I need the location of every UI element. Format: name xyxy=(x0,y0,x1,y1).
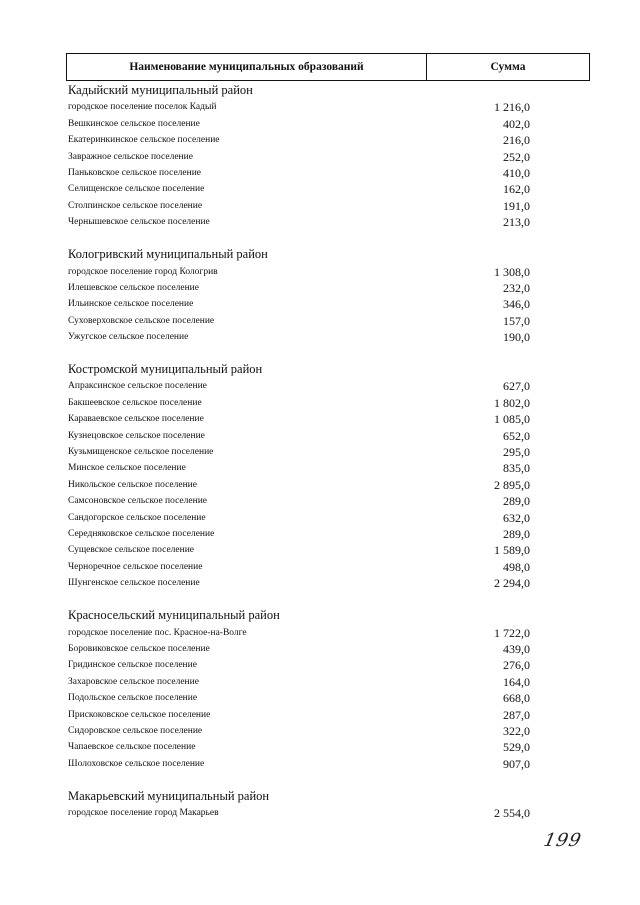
settlement-name: Шолоховское сельское поселение xyxy=(68,758,205,769)
settlement-amount: 1 589,0 xyxy=(494,543,530,558)
table-row xyxy=(68,640,548,656)
settlement-amount: 1 085,0 xyxy=(494,412,530,427)
settlement-name: Паньковское сельское поселение xyxy=(68,167,202,178)
settlement-amount: 402,0 xyxy=(503,116,530,131)
settlement-name: Никольское сельское поселение xyxy=(68,479,197,490)
table-row xyxy=(68,804,548,820)
table-row xyxy=(68,426,548,442)
settlement-name: городское поселение город Макарьев xyxy=(68,808,219,819)
table-row xyxy=(68,557,548,573)
table-row xyxy=(68,295,548,311)
settlement-name: Прискоковское сельское поселение xyxy=(68,709,211,720)
settlement-name: городское поселение пос. Красное-на-Волге xyxy=(68,627,247,638)
settlement-amount: 2 895,0 xyxy=(494,477,530,492)
settlement-amount: 295,0 xyxy=(503,445,530,460)
table-row xyxy=(68,574,548,590)
settlement-amount: 1 216,0 xyxy=(494,100,530,115)
settlement-name: Захаровское сельское поселение xyxy=(68,676,199,687)
settlement-name: Середняковское сельское поселение xyxy=(68,528,215,539)
district-title: Макарьевский муниципальный район xyxy=(68,788,270,803)
settlement-name: Шунгенское сельское поселение xyxy=(68,578,200,589)
settlement-name: Боровиковское сельское поселение xyxy=(68,643,210,654)
settlement-name: Минское сельское поселение xyxy=(68,463,186,474)
table-body xyxy=(68,82,548,837)
settlement-amount: 439,0 xyxy=(503,641,530,656)
settlement-amount: 632,0 xyxy=(503,510,530,525)
settlement-amount: 162,0 xyxy=(503,182,530,197)
district-group xyxy=(68,246,548,344)
district-group xyxy=(68,607,548,771)
table-row xyxy=(68,525,548,541)
table-row xyxy=(68,722,548,738)
settlement-amount: 1 802,0 xyxy=(494,395,530,410)
table-row xyxy=(68,754,548,770)
settlement-amount: 652,0 xyxy=(503,428,530,443)
settlement-amount: 410,0 xyxy=(503,165,530,180)
settlement-name: Селищенское сельское поселение xyxy=(68,184,205,195)
settlement-name: городское поселение поселок Кадый xyxy=(68,102,217,113)
table-row xyxy=(68,114,548,130)
settlement-amount: 190,0 xyxy=(503,330,530,345)
table-row xyxy=(68,705,548,721)
settlement-amount: 1 308,0 xyxy=(494,264,530,279)
table-row xyxy=(68,492,548,508)
table-row xyxy=(68,377,548,393)
district-title: Кадыйский муниципальный район xyxy=(68,83,253,97)
table-row xyxy=(68,672,548,688)
table-row xyxy=(68,262,548,278)
district-title: Костромской муниципальный район xyxy=(68,362,263,377)
settlement-name: Сидоровское сельское поселение xyxy=(68,725,203,736)
settlement-name: Черноречное сельское поселение xyxy=(68,561,203,572)
district-title: Красносельский муниципальный район xyxy=(68,608,280,623)
settlement-amount: 322,0 xyxy=(503,723,530,738)
table-row xyxy=(68,131,548,147)
table-row xyxy=(68,180,548,196)
table-row xyxy=(68,443,548,459)
settlement-name: Сущевское сельское поселение xyxy=(68,545,195,556)
district-group xyxy=(68,361,548,590)
district-group xyxy=(68,788,548,820)
settlement-amount: 907,0 xyxy=(503,756,530,771)
table-row xyxy=(68,393,548,409)
settlement-amount: 1 722,0 xyxy=(494,625,530,640)
table-row xyxy=(68,459,548,475)
settlement-amount: 289,0 xyxy=(503,494,530,509)
table-row xyxy=(68,98,548,114)
settlement-amount: 276,0 xyxy=(503,658,530,673)
table-row xyxy=(68,689,548,705)
settlement-name: Бакшеевское сельское поселение xyxy=(68,397,202,408)
settlement-name: Чапаевское сельское поселение xyxy=(68,742,196,753)
settlement-name: Чернышевское сельское поселение xyxy=(68,217,210,228)
settlement-amount: 529,0 xyxy=(503,740,530,755)
settlement-amount: 252,0 xyxy=(503,149,530,164)
settlement-name: Кузьмищенское сельское поселение xyxy=(68,447,214,458)
settlement-name: городское поселение город Кологрив xyxy=(68,266,218,277)
settlement-amount: 213,0 xyxy=(503,215,530,230)
column-header-sum: Сумма xyxy=(490,61,526,73)
settlement-name: Завражное сельское поселение xyxy=(68,151,193,162)
settlement-name: Суховерховское сельское поселение xyxy=(68,315,215,326)
handwritten-page-number: 199 xyxy=(541,830,584,851)
table-row xyxy=(68,656,548,672)
table-row xyxy=(68,311,548,327)
settlement-amount: 232,0 xyxy=(503,280,530,295)
settlement-name: Кузнецовское сельское поселение xyxy=(68,430,205,441)
settlement-name: Апраксинское сельское поселение xyxy=(68,381,207,392)
table-row xyxy=(68,328,548,344)
settlement-amount: 835,0 xyxy=(503,461,530,476)
settlement-amount: 164,0 xyxy=(503,674,530,689)
district-title: Кологривский муниципальный район xyxy=(68,247,268,262)
settlement-amount: 498,0 xyxy=(503,559,530,574)
settlement-name: Гридинское сельское поселение xyxy=(68,660,197,671)
table-row xyxy=(68,213,548,229)
table-row xyxy=(68,475,548,491)
district-group xyxy=(68,82,548,229)
table-row xyxy=(68,147,548,163)
settlement-amount: 191,0 xyxy=(503,198,530,213)
table-row xyxy=(68,508,548,524)
table-row xyxy=(68,164,548,180)
settlement-name: Столпинское сельское поселение xyxy=(68,200,203,211)
settlement-name: Ильинское сельское поселение xyxy=(68,299,194,310)
settlement-name: Вешкинское сельское поселение xyxy=(68,118,200,129)
table-header xyxy=(66,53,590,81)
table-row xyxy=(68,738,548,754)
table-row xyxy=(68,410,548,426)
settlement-amount: 157,0 xyxy=(503,313,530,328)
settlement-name: Илешевское сельское поселение xyxy=(68,282,199,293)
settlement-amount: 287,0 xyxy=(503,707,530,722)
table-row xyxy=(68,279,548,295)
settlement-name: Подольское сельское поселение xyxy=(68,693,198,704)
settlement-name: Караваевское сельское поселение xyxy=(68,414,204,425)
settlement-amount: 2 554,0 xyxy=(494,806,530,821)
settlement-amount: 289,0 xyxy=(503,526,530,541)
table-row xyxy=(68,623,548,639)
table-row xyxy=(68,541,548,557)
settlement-amount: 2 294,0 xyxy=(494,576,530,591)
settlement-amount: 668,0 xyxy=(503,691,530,706)
settlement-name: Ужугское сельское поселение xyxy=(68,332,189,343)
settlement-name: Самсоновское сельское поселение xyxy=(68,496,207,507)
settlement-amount: 346,0 xyxy=(503,297,530,312)
table-row xyxy=(68,196,548,212)
settlement-amount: 216,0 xyxy=(503,133,530,148)
settlement-amount: 627,0 xyxy=(503,379,530,394)
settlement-name: Екатеринкинское сельское поселение xyxy=(68,135,220,146)
column-header-name: Наименование муниципальных образований xyxy=(67,54,427,80)
settlement-name: Сандогорское сельское поселение xyxy=(68,512,206,523)
